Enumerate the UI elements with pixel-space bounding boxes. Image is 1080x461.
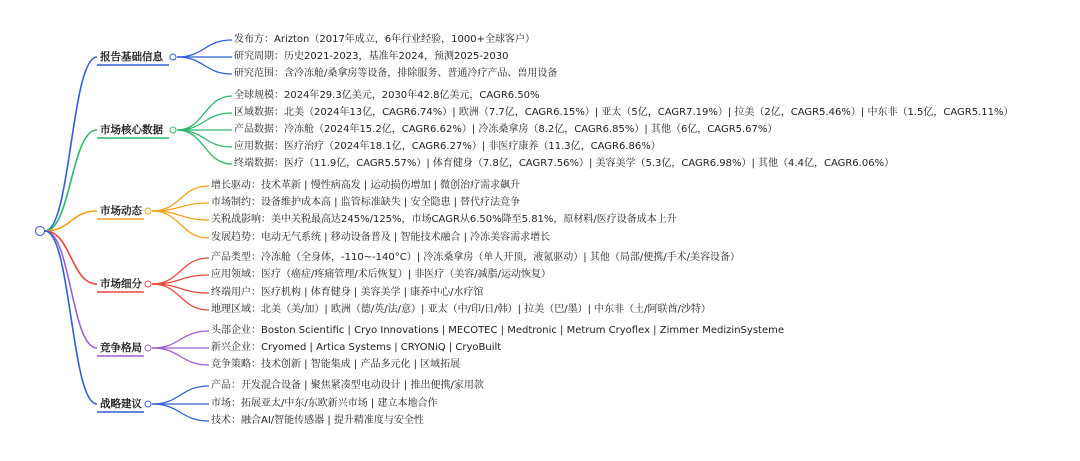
edge-root-segments — [45, 231, 97, 284]
leaf-market-application: 应用数据：医疗治疗（2024年18.1亿，CAGR6.27%）| 非医疗康养（11.3亿，CAGR6.86%） — [234, 141, 661, 152]
branch-node-market-core[interactable] — [170, 127, 177, 134]
leaf-market-global: 全球规模：2024年29.3亿美元，2030年42.8亿美元，CAGR6.50% — [234, 90, 540, 101]
branch-node-competition[interactable] — [145, 345, 152, 352]
leaf-strategy-tech: 技术：融合AI/智能传感器 | 提升精准度与安全性 — [211, 415, 424, 426]
leaf-report-scope: 研究范围：含冷冻舱/桑拿房等设备，排除服务、普通冷疗产品、兽用设备 — [234, 68, 558, 79]
edge-competition-2 — [152, 348, 209, 365]
leaf-competition-leaders: 头部企业：Boston Scientific | Cryo Innovations | MECOTEC | Medtronic | Metrum Cryoflex | Zimmer MedizinSysteme — [211, 325, 784, 336]
leaf-dynamics-drivers: 增长驱动：技术革新 | 慢性病高发 | 运动损伤增加 | 微创治疗需求飙升 — [211, 180, 521, 191]
edge-root-report — [45, 57, 97, 231]
leaf-market-region: 区域数据：北美（2024年13亿，CAGR6.74%）| 欧洲（7.7亿，CAGR6.15%）| 亚太（5亿，CAGR7.19%）| 拉美（2亿，CAGR5.46%）| 中东非（1.5亿，CAGR5.11%） — [234, 107, 1014, 118]
leaf-segments-enduser: 终端用户：医疗机构 | 体育健身 | 美容美学 | 康养中心/水疗馆 — [211, 287, 484, 298]
leaf-dynamics-restraints: 市场制约：设备维护成本高 | 监管标准缺失 | 安全隐患 | 替代疗法竞争 — [211, 197, 521, 208]
edge-market_core-3 — [177, 130, 232, 147]
leaf-strategy-market: 市场：拓展亚太/中东/东欧新兴市场 | 建立本地合作 — [211, 398, 438, 409]
leaf-segments-application: 应用领域：医疗（癌症/疼痛管理/术后恢复）| 非医疗（美容/减脂/运动恢复） — [211, 269, 552, 280]
leaf-dynamics-tariff: 关税战影响：美中关税最高达245%/125%，市场CAGR从6.50%降至5.81%，原材料/医疗设备成本上升 — [211, 214, 677, 225]
branch-node-dynamics[interactable] — [145, 208, 152, 215]
edge-root-competition — [45, 231, 97, 348]
branch-label-segments[interactable]: 市场细分 — [100, 278, 142, 290]
leaf-market-product: 产品数据：冷冻舱（2024年15.2亿，CAGR6.62%）| 冷冻桑拿房（8.2亿，CAGR6.85%）| 其他（6亿，CAGR5.67%） — [234, 124, 778, 135]
leaf-dynamics-trends: 发展趋势：电动无气系统 | 移动设备普及 | 智能技术融合 | 冷冻美容需求增长 — [211, 232, 551, 243]
leaf-segments-product: 产品类型：冷冻舱（全身体，-110~-140°C）| 冷冻桑拿房（单人开顶，液氮驱动）| 其他（局部/便携/手术/美容设备） — [211, 252, 740, 263]
branch-label-dynamics[interactable]: 市场动态 — [100, 205, 142, 217]
leaf-report-period: 研究周期：历史2021-2023，基准年2024，预测2025-2030 — [234, 51, 509, 62]
leaf-competition-strategy: 竞争策略：技术创新 | 智能集成 | 产品多元化 | 区域拓展 — [211, 359, 461, 370]
leaf-competition-emerging: 新兴企业：Cryomed | Artica Systems | CRYONiQ | CryoBuilt — [211, 342, 502, 353]
leaf-segments-geography: 地理区域：北美（美/加）| 欧洲（德/英/法/意）| 亚太（中/印/日/韩）| 拉美（巴/墨）| 中东非（土/阿联酋/沙特） — [211, 304, 711, 315]
branch-node-strategy[interactable] — [145, 401, 152, 408]
edge-strategy-0 — [152, 386, 209, 404]
edge-report-2 — [177, 57, 232, 74]
leaf-report-publisher: 发布方：Arizton（2017年成立，6年行业经验，1000+全球客户） — [234, 34, 535, 45]
edge-competition-0 — [152, 331, 209, 348]
edge-report-0 — [177, 40, 232, 57]
branch-node-report[interactable] — [170, 54, 177, 61]
leaf-market-enduse: 终端数据：医疗（11.9亿，CAGR5.57%）| 体育健身（7.8亿，CAGR7.56%）| 美容美学（5.3亿，CAGR6.98%）| 其他（4.4亿，CAGR6.06%） — [234, 158, 895, 169]
branch-node-segments[interactable] — [145, 281, 152, 288]
branch-label-strategy[interactable]: 战略建议 — [100, 398, 142, 410]
edge-market_core-1 — [177, 113, 232, 130]
branch-label-market-core[interactable]: 市场核心数据 — [100, 124, 163, 136]
edge-strategy-2 — [152, 404, 209, 421]
leaf-strategy-product: 产品：开发混合设备 | 聚焦紧凑型电动设计 | 推出便携/家用款 — [211, 380, 484, 391]
branch-label-competition[interactable]: 竞争格局 — [100, 342, 142, 354]
branch-label-report[interactable]: 报告基础信息 — [100, 51, 163, 63]
root-node[interactable] — [35, 226, 45, 236]
